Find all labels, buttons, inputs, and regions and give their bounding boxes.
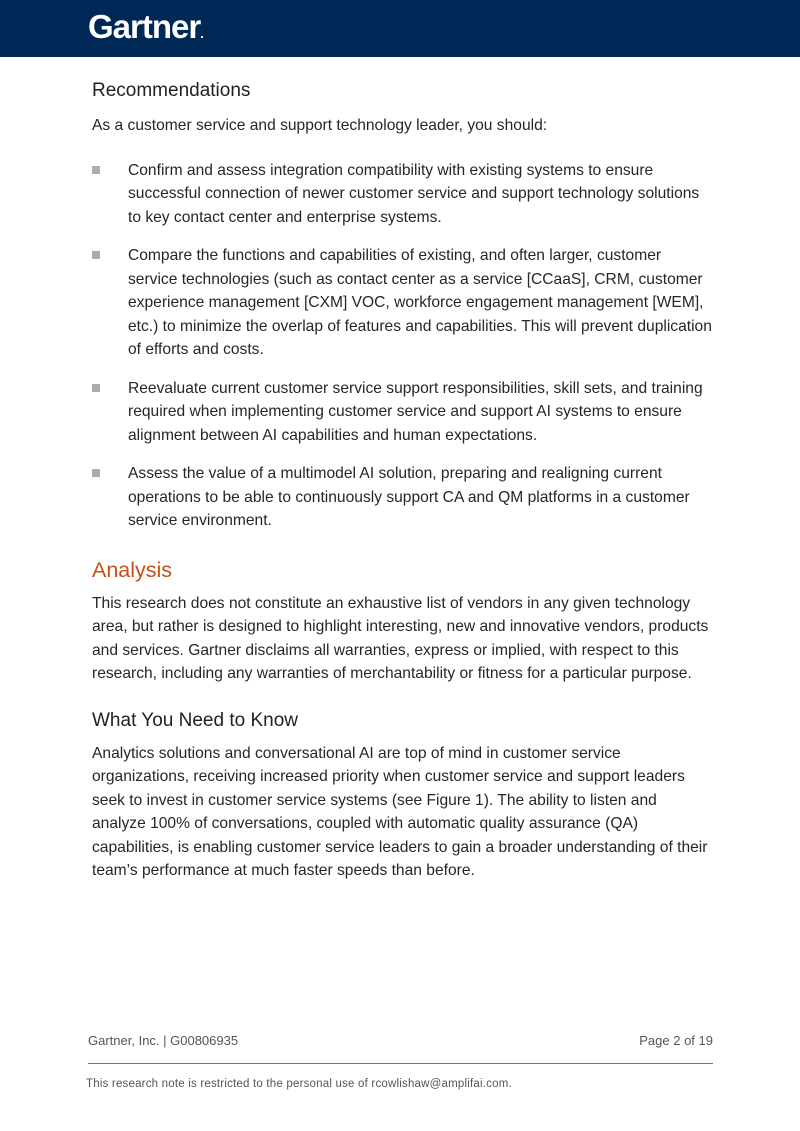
analysis-body: This research does not constitute an exhaustive list of vendors in any given technology area, but rather is designed to highlight interesting, new and innovative vendors, products and services. Gartner disclaims all warranties, express or implied, with respect to this research, including any warranties of merchantability or fitness for a particular purpose.	[92, 594, 709, 682]
square-bullet-icon	[92, 251, 100, 259]
need-to-know-heading: What You Need to Know	[92, 709, 298, 731]
restriction-notice: This research note is restricted to the personal use of rcowlishaw@amplifai.com.	[86, 1078, 512, 1090]
list-item-text: Assess the value of a multimodel AI solution, preparing and realigning current operations to be able to continuously support CA and QM platforms in a customer service environment.	[128, 465, 690, 529]
logo-text: Gartner	[88, 8, 201, 45]
recommendations-list	[92, 159, 712, 533]
footer-page-number: Page 2 of 19	[639, 1033, 713, 1048]
list-item-text: Reevaluate current customer service support responsibilities, skill sets, and training required when implementing customer service and support AI systems to ensure alignment between AI capabilities and human expectations.	[128, 379, 703, 444]
square-bullet-icon	[92, 469, 100, 477]
list-item	[92, 377, 712, 448]
square-bullet-icon	[92, 384, 100, 392]
analysis-heading: Analysis	[92, 557, 173, 582]
square-bullet-icon	[92, 166, 100, 174]
page-content	[92, 78, 712, 883]
list-item	[92, 244, 712, 362]
page-header	[0, 0, 800, 57]
recommendations-intro: As a customer service and support technology leader, you should:	[92, 117, 548, 134]
list-item-text: Compare the functions and capabilities of existing, and often larger, customer service technologies (such as contact center as a service [CCaaS], CRM, customer experience management [CXM] VOC, workforce engagement management [WEM], etc.) to minimize the overlap of features and capabilities. This will prevent duplication of efforts and costs.	[128, 247, 712, 358]
need-to-know-body: Analytics solutions and conversational AI are top of mind in customer service organizations, receiving increased priority when customer service and support leaders seek to invest in customer service systems (see Figure 1). The ability to listen and analyze 100% of conversations, coupled with automatic quality assurance (QA) capabilities, is enabling customer service leaders to gain a broader understanding of their team’s performance at much faster speeds than before.	[92, 744, 708, 879]
gartner-logo	[88, 8, 203, 46]
list-item	[92, 159, 712, 230]
list-item	[92, 462, 712, 533]
list-item-text: Confirm and assess integration compatibility with existing systems to ensure successful connection of newer customer service and support technology solutions to key contact center and enterprise systems.	[128, 161, 700, 226]
footer-divider	[88, 1063, 713, 1064]
recommendations-heading: Recommendations	[92, 80, 251, 101]
logo-mark: .	[200, 26, 203, 41]
footer-document-id: Gartner, Inc. | G00806935	[88, 1033, 239, 1048]
